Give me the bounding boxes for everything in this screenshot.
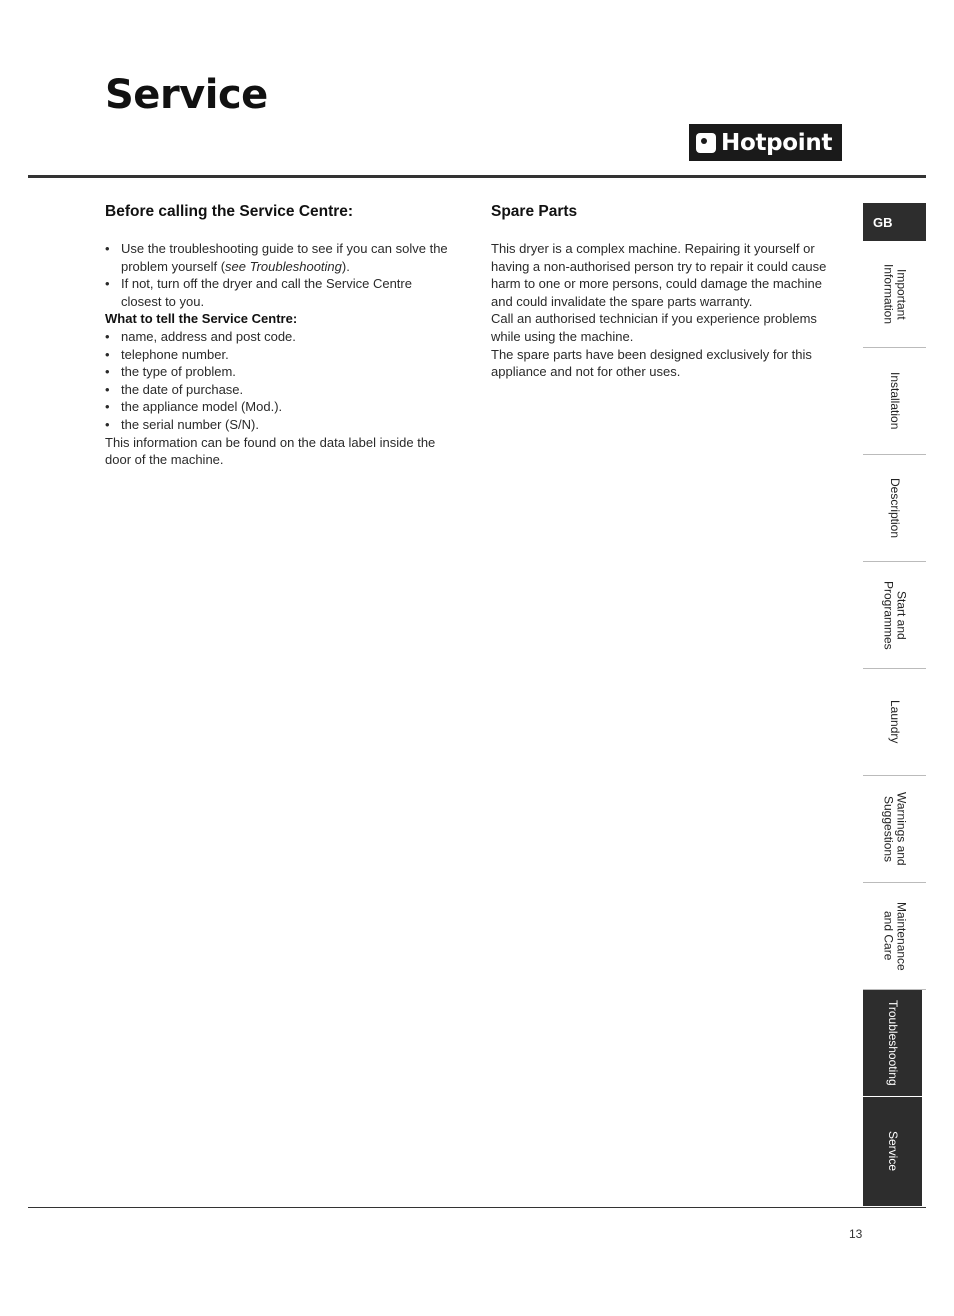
before-calling-heading: Before calling the Service Centre: xyxy=(105,203,354,220)
before-calling-list xyxy=(105,240,450,310)
tab-description[interactable] xyxy=(863,455,926,562)
list-item: • the date of purchase. xyxy=(105,381,450,399)
tab-label: Installation xyxy=(888,372,902,430)
footer-divider xyxy=(28,1207,926,1208)
hotpoint-logo-icon xyxy=(696,133,716,153)
before-calling-section xyxy=(105,202,450,469)
tab-label: Description xyxy=(888,477,902,539)
section-tabs xyxy=(863,203,926,1207)
tab-language-gb[interactable]: GB xyxy=(863,203,926,241)
spare-parts-heading: Spare Parts xyxy=(491,203,578,220)
tab-label: Maintenance and Care xyxy=(881,901,909,971)
brand-name: Hotpoint xyxy=(721,129,833,156)
tab-warnings-and-suggestions[interactable] xyxy=(863,776,926,883)
spare-parts-paragraph: The spare parts have been designed exclusively for this appliance and not for other uses. xyxy=(491,346,812,380)
list-item: • Use the troubleshooting guide to see if you can solve the problem yourself (see Troubleshooting). xyxy=(105,240,450,275)
spare-parts-paragraph: This dryer is a complex machine. Repairing it yourself or having a non-authorised person try to repair it could cause harm to one or more persons, could damage the machine and could invalidate the spare parts warranty. xyxy=(491,241,827,309)
list-item: • the appliance model (Mod.). xyxy=(105,398,450,416)
page-number: 13 xyxy=(849,1227,863,1241)
tab-start-and-programmes[interactable] xyxy=(863,562,926,669)
troubleshooting-reference: see Troubleshooting xyxy=(225,258,342,274)
hotpoint-logo xyxy=(689,124,842,161)
data-label-note: This information can be found on the data label inside the door of the machine. xyxy=(105,434,436,468)
list-item: • name, address and post code. xyxy=(105,328,450,346)
tab-service[interactable] xyxy=(863,1097,922,1207)
tab-label: Start and Programmes xyxy=(881,580,909,650)
what-to-tell-list xyxy=(105,328,450,434)
list-item: • If not, turn off the dryer and call the Service Centre closest to you. xyxy=(105,275,450,310)
tab-maintenance-and-care[interactable] xyxy=(863,883,926,990)
page-title: Service xyxy=(105,72,268,118)
list-item: • the type of problem. xyxy=(105,363,450,381)
tab-label: Warnings and Suggestions xyxy=(881,792,909,866)
tab-label: Laundry xyxy=(888,700,902,744)
list-item: • the serial number (S/N). xyxy=(105,416,450,434)
spare-parts-section xyxy=(491,202,836,381)
tab-laundry[interactable] xyxy=(863,669,926,776)
spare-parts-paragraph: Call an authorised technician if you experience problems while using the machine. xyxy=(491,311,817,344)
tab-installation[interactable] xyxy=(863,348,926,455)
what-to-tell-heading: What to tell the Service Centre: xyxy=(105,311,298,327)
tab-label: Service xyxy=(886,1131,900,1172)
tab-important-information[interactable] xyxy=(863,241,926,348)
header-divider xyxy=(28,175,926,178)
list-item: • telephone number. xyxy=(105,346,450,364)
tab-label: Troubleshooting xyxy=(886,1000,900,1086)
tab-troubleshooting[interactable] xyxy=(863,990,922,1097)
tab-label: Important Information xyxy=(881,263,909,325)
